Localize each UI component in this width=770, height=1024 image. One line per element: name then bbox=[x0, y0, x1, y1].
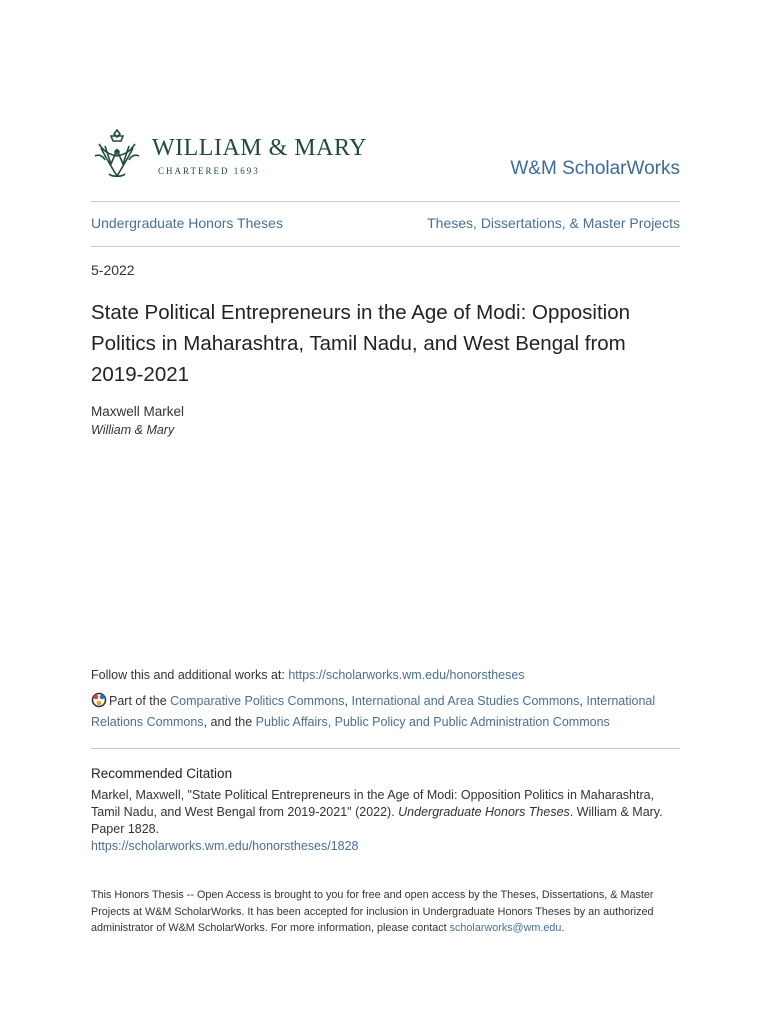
citation-tail: . William & Mary. Paper 1828. bbox=[91, 805, 663, 836]
publication-date: 5-2022 bbox=[91, 262, 135, 278]
period: . bbox=[561, 922, 565, 934]
author-name: Maxwell Markel bbox=[91, 404, 185, 419]
undergraduate-honors-theses-link[interactable]: Undergraduate Honors Theses bbox=[91, 215, 283, 231]
international-area-studies-commons-link[interactable]: International and Area Studies Commons bbox=[351, 694, 580, 708]
access-notice bbox=[91, 887, 681, 937]
comparative-politics-commons-link[interactable]: Comparative Politics Commons bbox=[170, 694, 345, 708]
citation-text bbox=[91, 787, 681, 855]
contact-email-link[interactable]: scholarworks@wm.edu bbox=[449, 922, 562, 934]
recommended-citation-heading: Recommended Citation bbox=[91, 766, 233, 781]
divider bbox=[91, 201, 680, 202]
citation-url-link[interactable]: https://scholarworks.wm.edu/honorstheses/1828 bbox=[91, 839, 359, 853]
divider bbox=[91, 748, 680, 749]
part-of-prefix: Part of the bbox=[109, 694, 171, 708]
international-relations-commons-link[interactable]: International Relations Commons bbox=[91, 694, 656, 729]
logo-wordmark: WILLIAM & MARY bbox=[152, 135, 367, 161]
repository-name: W&M ScholarWorks bbox=[510, 158, 680, 179]
citation-body: Markel, Maxwell, "State Political Entrepreneurs in the Age of Modi: Opposition Politics in Maharashtra, Tamil Nadu, and West Bengal from 2019-2021" (2022). bbox=[91, 788, 655, 819]
follow-prefix: Follow this and additional works at: bbox=[91, 668, 289, 682]
access-notice-text: This Honors Thesis -- Open Access is brought to you for free and open access by the Theses, Dissertations, & Master Projects at W&M ScholarWorks. It has been accepted for inclusion in Undergraduate Honors Theses by an authorized administrator of W&M ScholarWorks. For more information, please contact bbox=[91, 889, 654, 934]
author-affiliation: William & Mary bbox=[91, 423, 175, 437]
network-commons-icon bbox=[91, 692, 107, 708]
divider bbox=[91, 246, 680, 247]
cypher-crest-icon bbox=[91, 126, 143, 182]
citation-series: Undergraduate Honors Theses bbox=[398, 805, 570, 819]
logo-charter-text: CHARTERED 1693 bbox=[158, 166, 260, 176]
separator: , bbox=[579, 694, 587, 708]
separator: , and the bbox=[203, 715, 256, 729]
theses-dissertations-link[interactable]: Theses, Dissertations, & Master Projects bbox=[427, 215, 680, 231]
william-mary-logo bbox=[91, 126, 366, 182]
honorstheses-url-link[interactable]: https://scholarworks.wm.edu/honorstheses bbox=[288, 668, 525, 682]
document-title: State Political Entrepreneurs in the Age of Modi: Opposition Politics in Maharashtra, Tamil Nadu, and West Bengal from 2019-2021 bbox=[91, 301, 631, 386]
public-affairs-commons-link[interactable]: Public Affairs, Public Policy and Public Administration Commons bbox=[255, 715, 610, 729]
follow-line bbox=[91, 668, 525, 682]
separator: , bbox=[344, 694, 352, 708]
disciplines-line bbox=[91, 691, 681, 733]
